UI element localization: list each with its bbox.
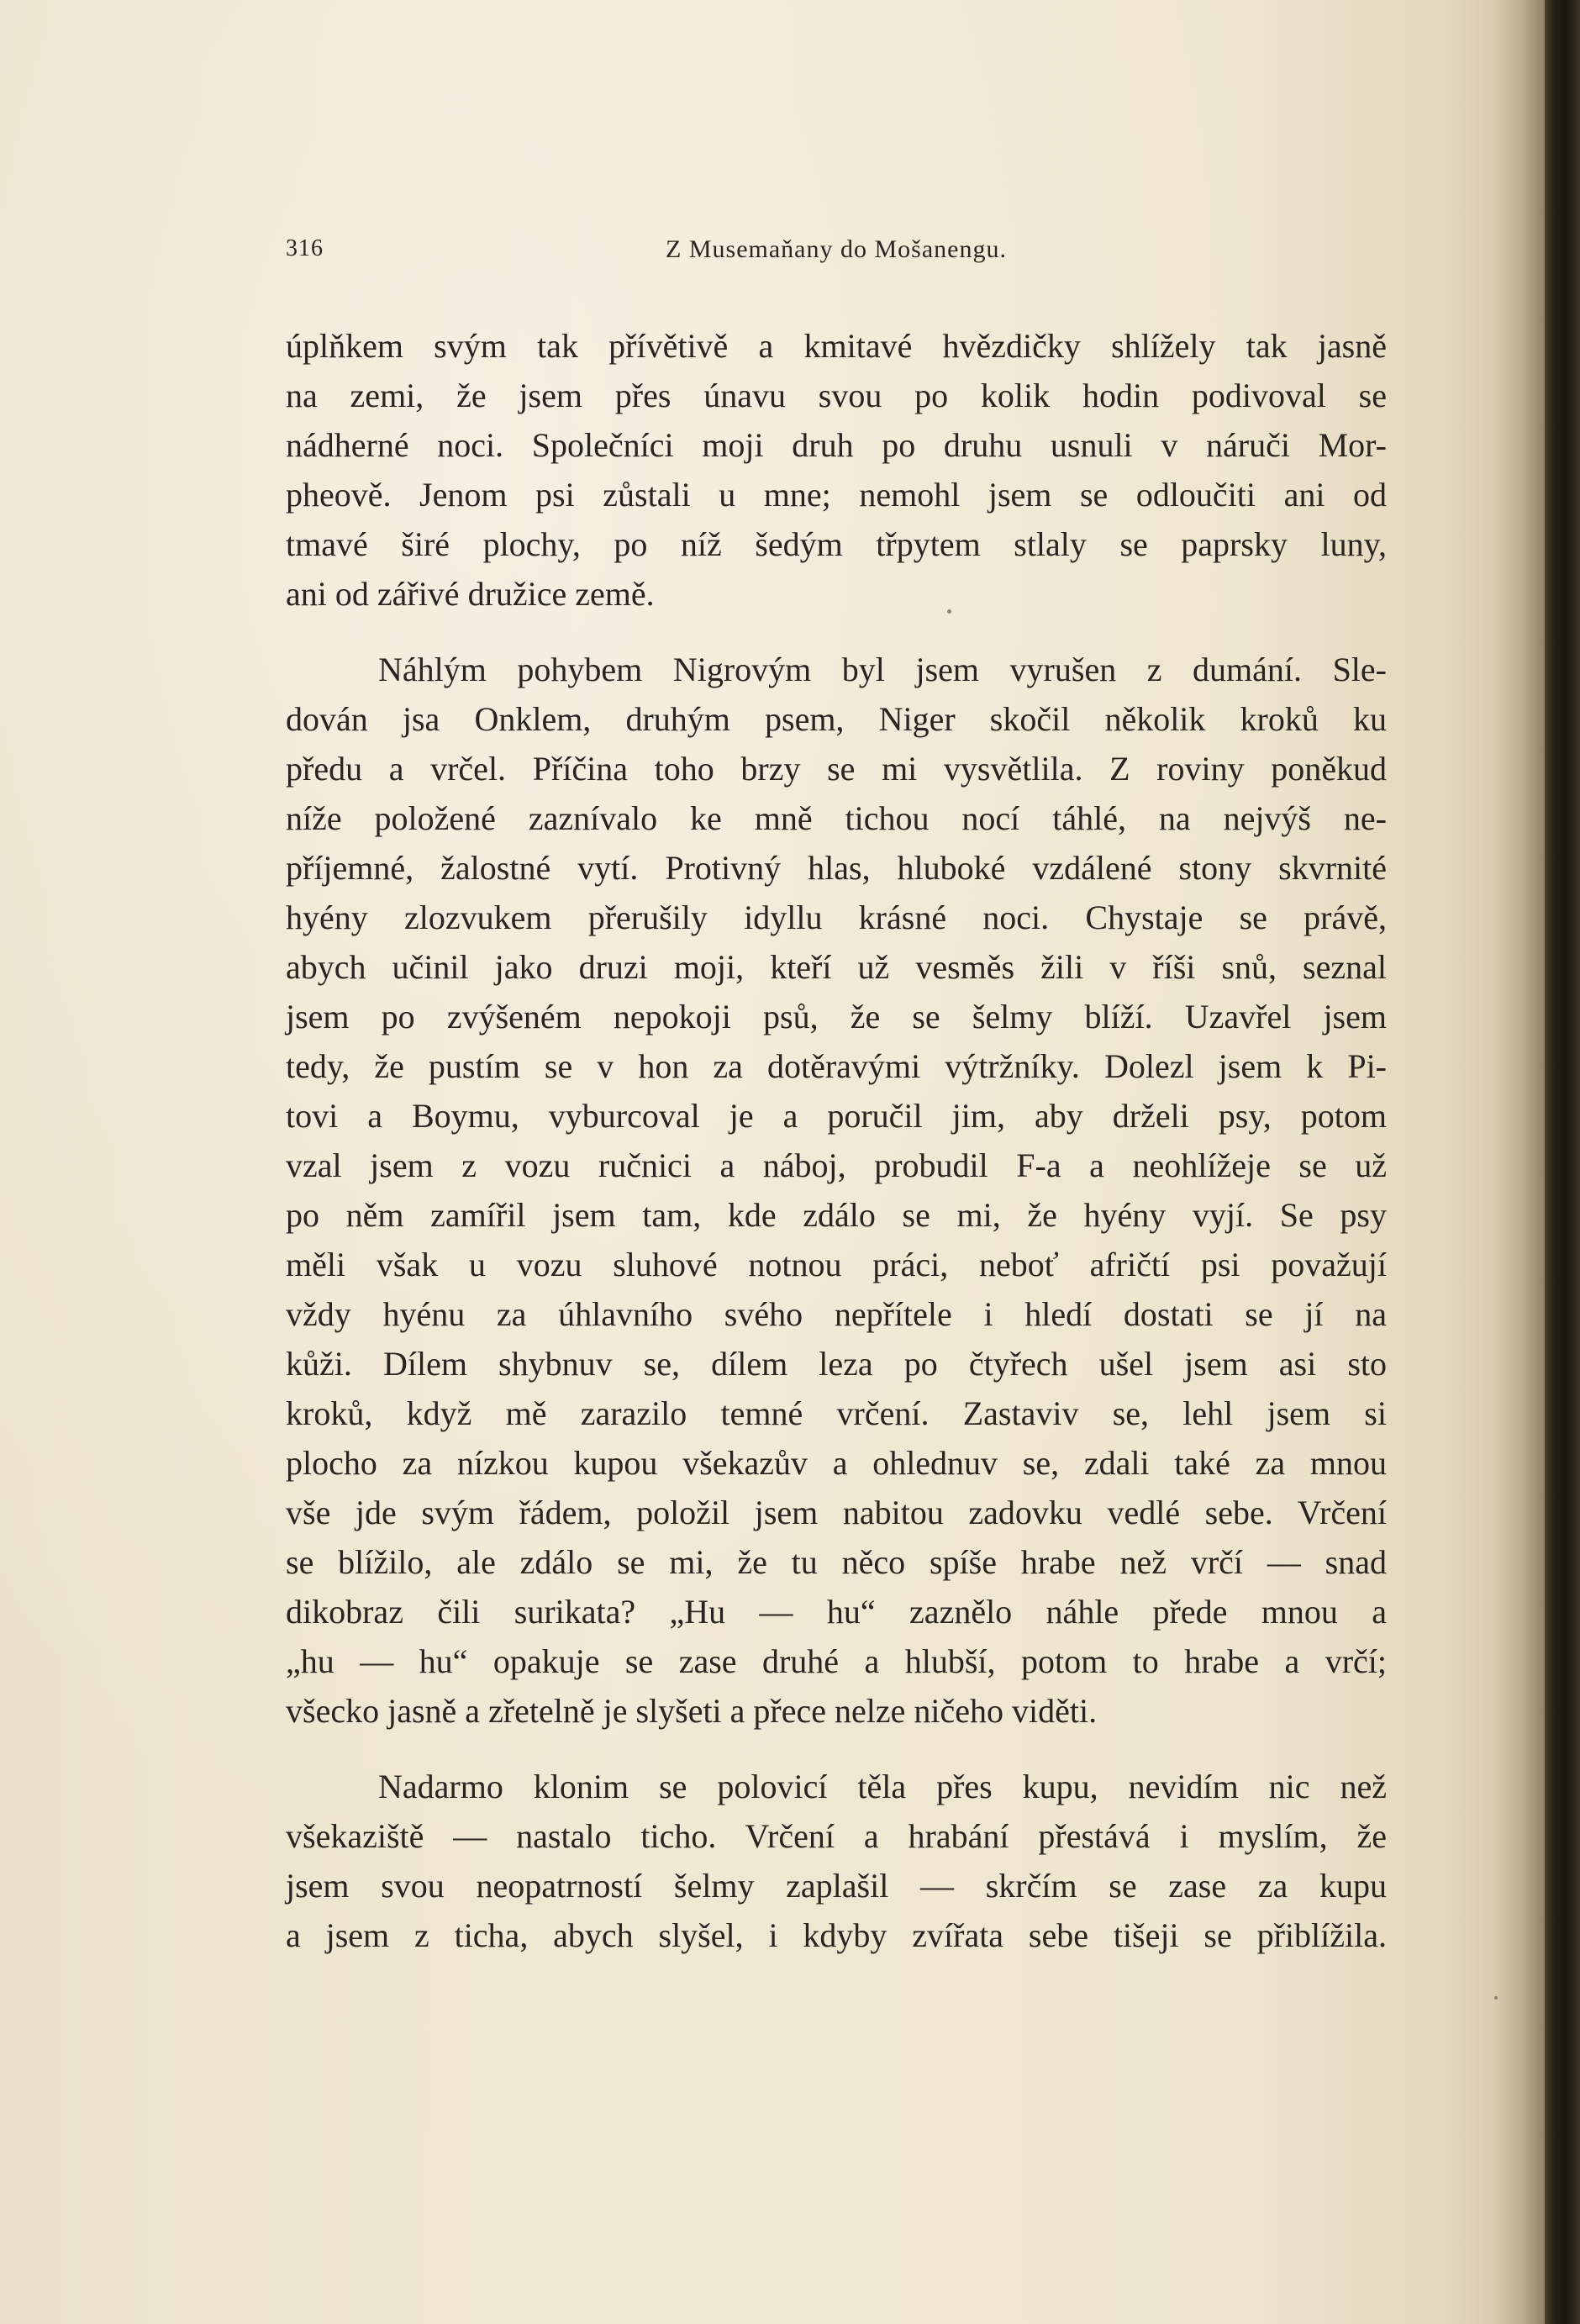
text-line: všecko jasně a zřetelně je slyšeti a přece nelze ničeho viděti.	[286, 1692, 1098, 1730]
paper-speck	[1494, 1996, 1498, 2000]
text-line: jsem po zvýšeném nepokoji psů, že se šelmy blíží. Uzavřel jsem	[286, 998, 1387, 1036]
text-line: níže položené zaznívalo ke mně tichou nocí táhlé, na nejvýš ne-	[286, 799, 1387, 837]
text-line: pheově. Jenom psi zůstali u mne; nemohl jsem se odloučiti ani od	[286, 476, 1387, 514]
text-line: kroků, když mě zarazilo temné vrčení. Zastaviv se, lehl jsem si	[286, 1394, 1387, 1432]
text-line: vždy hyénu za úhlavního svého nepřítele i hledí dostati se jí na	[286, 1295, 1387, 1333]
text-line: po něm zamířil jsem tam, kde zdálo se mi, že hyény vyjí. Se psy	[286, 1196, 1387, 1234]
text-line: hyény zlozvukem přerušily idyllu krásné noci. Chystaje se právě,	[286, 899, 1387, 936]
text-line: dikobraz čili surikata? „Hu — hu“ zaznělo náhle přede mnou a	[286, 1593, 1387, 1631]
text-line: ani od zářivé družice země.	[286, 575, 655, 613]
book-spine-edge	[1545, 0, 1580, 2324]
text-line: „hu — hu“ opakuje se zase druhé a hlubší, potom to hrabe a vrčí;	[286, 1642, 1387, 1680]
text-line: dován jsa Onklem, druhým psem, Niger skočil několik kroků ku	[286, 700, 1387, 738]
text-line: nádherné noci. Společníci moji druh po druhu usnuli v náruči Mor-	[286, 426, 1387, 464]
paper-speck	[947, 609, 951, 614]
paragraph-3	[286, 1762, 1387, 1960]
text-line: úplňkem svým tak přívětivě a kmitavé hvězdičky shlížely tak jasně	[286, 327, 1387, 365]
text-line: na zemi, že jsem přes únavu svou po kolik hodin podivoval se	[286, 377, 1387, 414]
paragraph-1	[286, 321, 1387, 619]
text-line: se blížilo, ale zdálo se mi, že tu něco spíše hrabe než vrčí — snad	[286, 1543, 1387, 1581]
text-line: tedy, že pustím se v hon za dotěravými výtržníky. Dolezl jsem k Pi-	[286, 1047, 1387, 1085]
text-line: Náhlým pohybem Nigrovým byl jsem vyrušen z dumání. Sle-	[378, 651, 1387, 688]
text-line: vše jde svým řádem, položil jsem nabitou zadovku vedlé sebe. Vrčení	[286, 1494, 1387, 1531]
text-line: tmavé širé plochy, po níž šedým třpytem stlaly se paprsky luny,	[286, 525, 1387, 563]
text-line: plocho za nízkou kupou všekazův a ohlednuv se, zdali také za mnou	[286, 1444, 1387, 1482]
text-line: předu a vrčel. Příčina toho brzy se mi vysvětlila. Z roviny poněkud	[286, 750, 1387, 788]
page-body	[286, 321, 1387, 1986]
text-line: kůži. Dílem shybnuv se, dílem leza po čtyřech ušel jsem asi sto	[286, 1345, 1387, 1383]
page-header	[286, 235, 1387, 277]
text-line: Nadarmo klonim se polovicí těla přes kupu, nevidím nic než	[378, 1768, 1387, 1805]
text-line: měli však u vozu sluhové notnou práci, neboť afričtí psi považují	[286, 1246, 1387, 1283]
running-title: Z Musemaňany do Mošanengu.	[666, 235, 1007, 263]
text-line: abych učinil jako druzi moji, kteří už vesměs žili v říši snů, seznal	[286, 948, 1387, 986]
text-line: a jsem z ticha, abych slyšel, i kdyby zvířata sebe tišeji se přiblížila.	[286, 1916, 1387, 1954]
text-line: jsem svou neopatrností šelmy zaplašil — skrčím se zase za kupu	[286, 1867, 1387, 1905]
text-line: příjemné, žalostné vytí. Protivný hlas, hluboké vzdálené stony skvrnité	[286, 849, 1387, 887]
paragraph-2	[286, 645, 1387, 1736]
text-line: vzal jsem z vozu ručnici a náboj, probudil F-a a neohlížeje se už	[286, 1146, 1387, 1184]
text-line: tovi a Boymu, vyburcoval je a poručil jim, aby drželi psy, potom	[286, 1097, 1387, 1135]
page-number: 316	[286, 235, 324, 261]
page-gutter-shadow	[1494, 0, 1545, 2324]
text-line: všekaziště — nastalo ticho. Vrčení a hrabání přestává i myslím, že	[286, 1817, 1387, 1855]
